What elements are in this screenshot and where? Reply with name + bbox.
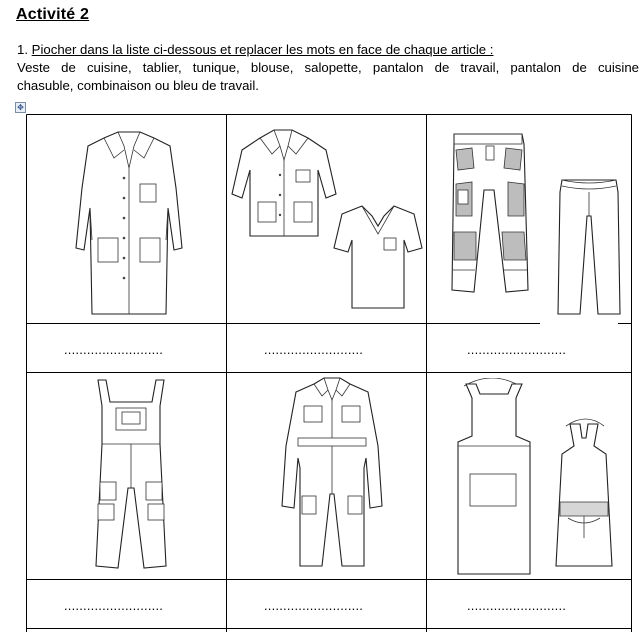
- instruction-number: 1.: [17, 42, 28, 57]
- work-trousers-icon: [436, 120, 626, 320]
- aprons-icon: [436, 378, 626, 576]
- answer-blank-4[interactable]: ..........................: [64, 598, 164, 613]
- overalls-icon: [86, 378, 176, 576]
- answer-blank-1[interactable]: ..........................: [64, 342, 164, 357]
- word-list-line-2: chasuble, combinaison ou bleu de travail.: [17, 78, 259, 93]
- answer-blank-3[interactable]: ..........................: [467, 342, 567, 357]
- lab-coat-icon: [64, 128, 194, 318]
- coverall-icon: [278, 376, 386, 576]
- instruction-text: Piocher dans la liste ci-dessous et replacer les mots en face de chaque article :: [31, 42, 494, 57]
- word-list-line-1: Veste de cuisine, tablier, tunique, blouse, salopette, pantalon de travail, pantalon de cuisine: [17, 60, 639, 75]
- tunic-and-shirt-icon: [230, 120, 424, 320]
- word-list: [17, 59, 639, 95]
- page-title: Activité 2: [16, 6, 90, 23]
- answer-blank-5[interactable]: ..........................: [264, 598, 364, 613]
- clothing-table: [26, 114, 632, 632]
- answer-blank-2[interactable]: ..........................: [264, 342, 364, 357]
- instruction: [17, 41, 639, 59]
- table-move-handle-icon[interactable]: ✥: [15, 102, 26, 113]
- answer-blank-6[interactable]: ..........................: [467, 598, 567, 613]
